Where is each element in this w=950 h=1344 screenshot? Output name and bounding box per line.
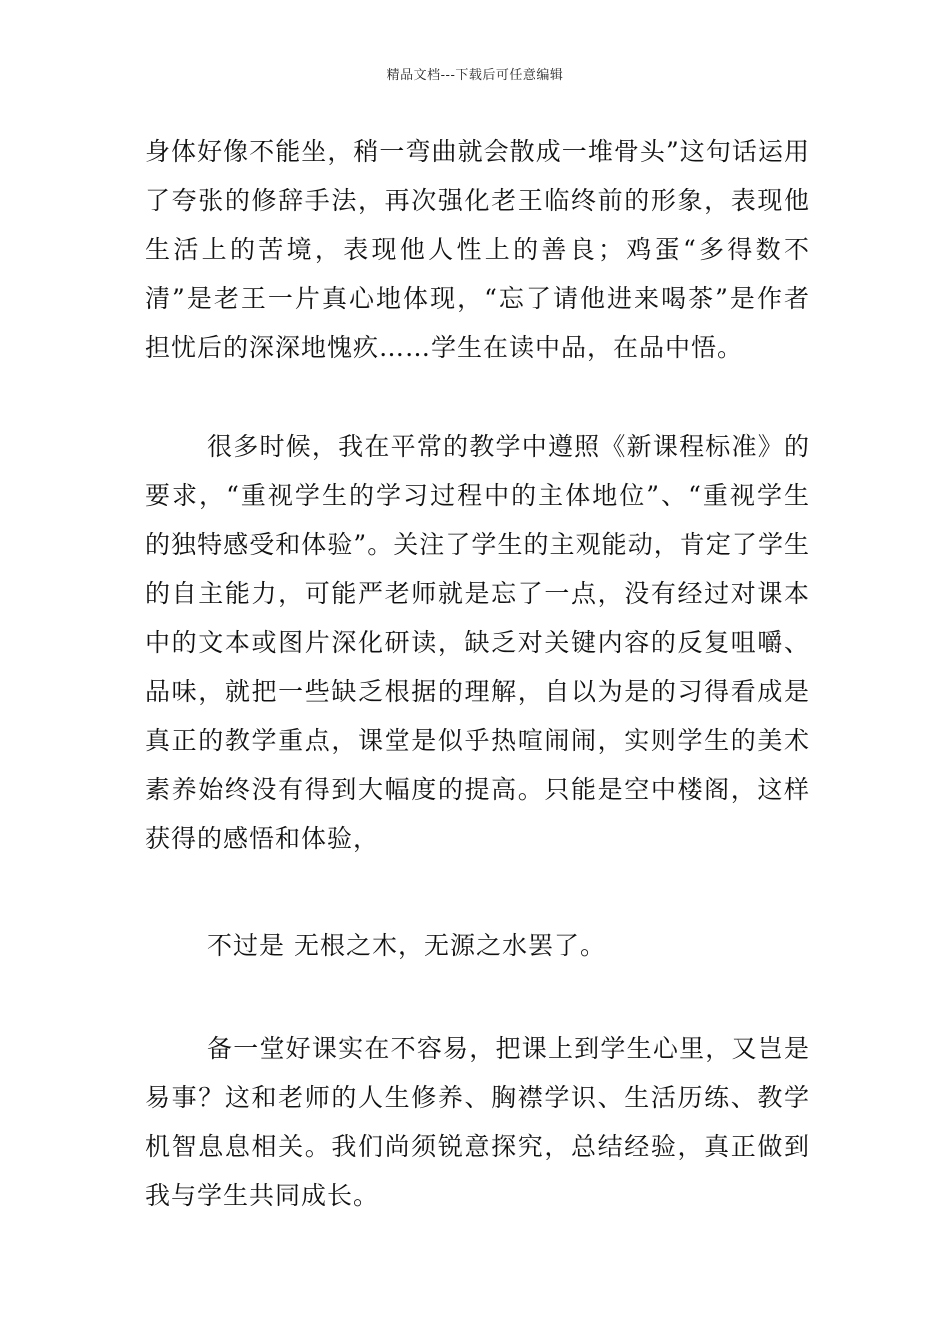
paragraph-3: 不过是 无根之木，无源之水罢了。 [207, 931, 606, 960]
paragraph-4: 备一堂好课实在不容易，把课上到学生心里，又岂是易事？这和老师的人生修养、胸襟学识、生活历练、教学机智息息相关。我们尚须锐意探究，总结经验，真正做到我与学生共同成长。 [145, 1034, 810, 1210]
paragraph-2: 很多时候，我在平常的教学中遵照《新课程标准》的要求，“重视学生的学习过程中的主体地位”、“重视学生的独特感受和体验”。关注了学生的主观能动，肯定了学生的自主能力，可能严老师就是忘了一点，没有经过对课本中的文本或图片深化研读，缺乏对关键内容的反复咀嚼、品味，就把一些缺乏根据的理解，自以为是的习得看成是真正的教学重点，课堂是似乎热喧闹闹，实则学生的美术素养始终没有得到大幅度的提高。只能是空中楼阁，这样获得的感悟和体验， [145, 432, 810, 853]
paragraph-1: 身体好像不能坐，稍一弯曲就会散成一堆骨头”这句话运用了夸张的修辞手法，再次强化老王临终前的形象，表现他生活上的苦境，表现他人性上的善良；鸡蛋“多得数不清”是老王一片真心地体现，“忘了请他进来喝茶”是作者担忧后的深深地愧疚……学生在读中品，在品中悟。 [145, 137, 810, 362]
page-header: 精品文档---下载后可任意编辑 [386, 68, 564, 83]
